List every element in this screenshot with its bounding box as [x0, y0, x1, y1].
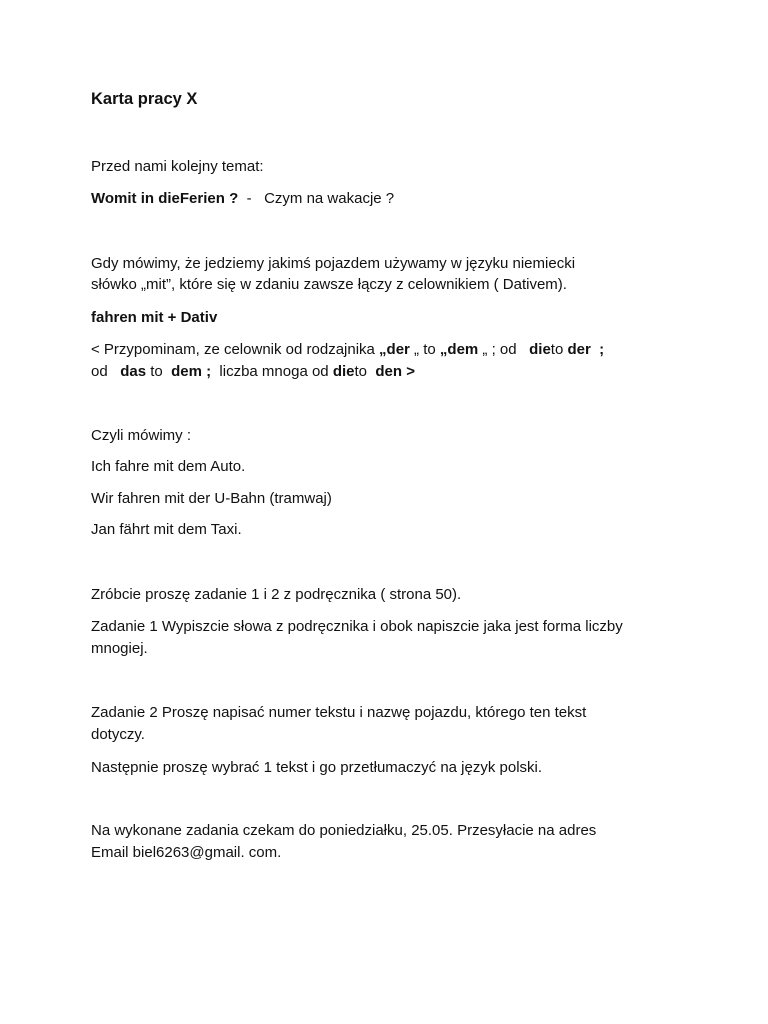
worksheet-title: Karta pracy X [91, 90, 198, 108]
closing-line-2: Email biel6263@gmail. com. [91, 844, 282, 861]
reminder-text: < Przypominam, ze celownik od rodzajnika [91, 341, 380, 358]
article-der: der ; [567, 341, 605, 358]
reminder-line-1 [91, 340, 604, 360]
topic-separator: - [238, 190, 265, 207]
reminder-text: „ to [409, 341, 440, 358]
grammar-rule: fahren mit + Dativ [91, 309, 218, 326]
paragraph-line-1: Gdy mówimy, że jedziemy jakimś pojazdem używamy w języku niemiecki [91, 255, 576, 272]
article-die: die [332, 363, 355, 380]
article-den: den > [375, 363, 415, 380]
reminder-text: „ ; od [478, 341, 530, 358]
topic-german: Womit in dieFerien ? [91, 190, 239, 207]
task2-line-2: dotyczy. [91, 726, 145, 743]
closing-line-1: Na wykonane zadania czekam do poniedziałku, 25.05. Przesyłacie na adres [91, 822, 597, 839]
example-item: Wir fahren mit der U-Bahn (tramwaj) [91, 490, 332, 507]
examples-heading: Czyli mówimy : [91, 427, 191, 444]
article-dem: „dem [439, 341, 479, 358]
paragraph-line-2: słówko „mit”, które się w zdaniu zawsze łączy z celownikiem ( Dativem). [91, 276, 567, 293]
article-das: das [120, 363, 147, 380]
article-die: die [529, 341, 551, 358]
reminder-text: od [91, 363, 121, 380]
task1-line-2: mnogiej. [91, 640, 148, 657]
reminder-text: to [354, 363, 376, 380]
example-item: Jan fährt mit dem Taxi. [91, 521, 242, 538]
article-dem: dem ; [171, 363, 212, 380]
tasks-intro: Zróbcie proszę zadanie 1 i 2 z podręcznika ( strona 50). [91, 586, 462, 603]
article-der: „der [379, 341, 410, 358]
next-step-text: Następnie proszę wybrać 1 tekst i go przetłumaczyć na język polski. [91, 759, 543, 776]
reminder-text: to [550, 341, 568, 358]
task1-line-1: Zadanie 1 Wypiszcie słowa z podręcznika i obok napiszcie jaka jest forma liczby [91, 618, 623, 635]
topic-polish: Czym na wakacje ? [264, 190, 395, 207]
intro-text: Przed nami kolejny temat: [91, 158, 264, 175]
task2-line-1: Zadanie 2 Proszę napisać numer tekstu i nazwę pojazdu, którego ten tekst [91, 704, 587, 721]
reminder-line-2 [91, 362, 415, 382]
reminder-text: to [146, 363, 172, 380]
example-item: Ich fahre mit dem Auto. [91, 458, 246, 475]
reminder-text: liczba mnoga od [211, 363, 333, 380]
topic-line [91, 189, 394, 209]
